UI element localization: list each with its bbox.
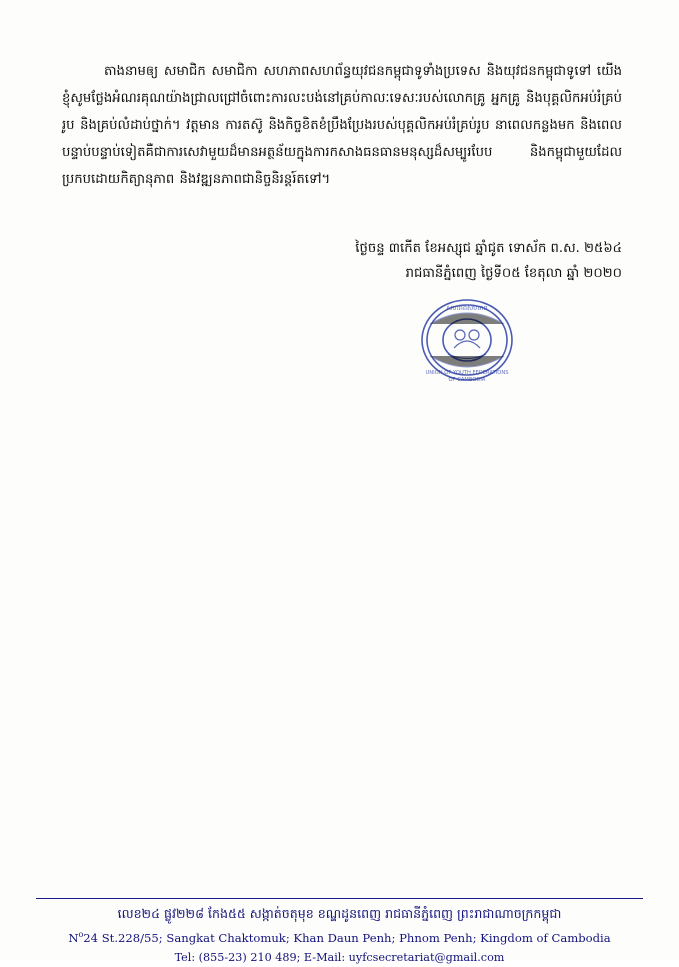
date-line-gregorian: រាជធានីភ្នំពេញ ថ្ងៃទី០៥ ខែតុលា ឆ្នាំ ២០២០ — [405, 266, 622, 281]
footer-number-superscript: o — [78, 930, 84, 939]
date-block — [192, 236, 622, 286]
svg-text:UNION OF YOUTH FEDERATIONS: UNION OF YOUTH FEDERATIONS — [425, 370, 509, 376]
footer-address-english — [0, 925, 679, 948]
footer-address-english-text: 24 St.228/55; Sangkat Chaktomuk; Khan Daun Penh; Phnom Penh; Kingdom of Cambodia — [83, 930, 611, 945]
official-stamp-icon — [404, 288, 530, 392]
date-line-khmer-lunar: ថ្ងៃចន្ទ ៣កើត ខែអស្សុជ ឆ្នាំជូត ទោស័ក ព.ស. ២៥៦៤ — [355, 241, 622, 256]
svg-text:OF CAMBODIA: OF CAMBODIA — [448, 377, 486, 383]
page-footer — [0, 903, 679, 967]
footer-number-prefix: N — [68, 930, 79, 945]
letter-body — [62, 58, 622, 193]
footer-address-khmer: លេខ២៤ ផ្លូវ២២៨ កែង៥៥ សង្កាត់ចតុមុខ ខណ្ឌដូនពេញ រាជធានីភ្នំពេញ ព្រះរាជាណាចក្រកម្ពុជា — [117, 906, 562, 921]
footer-divider — [36, 898, 643, 899]
footer-contact: Tel: (855-23) 210 489; E-Mail: uyfcsecretariat@gmail.com — [174, 950, 505, 964]
svg-text:សហរាពសហរាព: សហរាពសហរាព — [446, 304, 488, 312]
body-paragraph: តាងនាមឲ្យ សមាជិក សមាជិកា សហភាពសហព័ន្ធយុវជនកម្ពុជាទូទាំងប្រទេស និងយុវជនកម្ពុជាទូទៅ យើងខ្ញុំសូមថ្លែងអំណរគុណយ៉ាងជ្រាលជ្រៅចំពោះការលះបង់នៅគ្រប់កាលៈទេសៈរបស់លោកគ្រូ អ្នកគ្រូ និងបុគ្គលិកអប់រំគ្រប់រូប និងគ្រប់លំដាប់ថ្នាក់។ វត្តមាន ការតស៊ូ និងកិច្ចខិតខំប្រឹងប្រែងរបស់បុគ្គលិកអប់រំគ្រប់រូប នាពេលកន្លងមក និងពេលបន្ទាប់បន្ទាប់ទៀតគឺជាការសេវាមួយដ៏មានអត្ថន័យក្នុងការកសាងធនធានមនុស្សដ៏សម្បូរបែប និងកម្ពុជាមួយដែលប្រកបដោយកិត្យានុភាព និងវឌ្ឍនភាពជានិច្ចនិរន្តរ៍តទៅ។ — [62, 64, 622, 187]
